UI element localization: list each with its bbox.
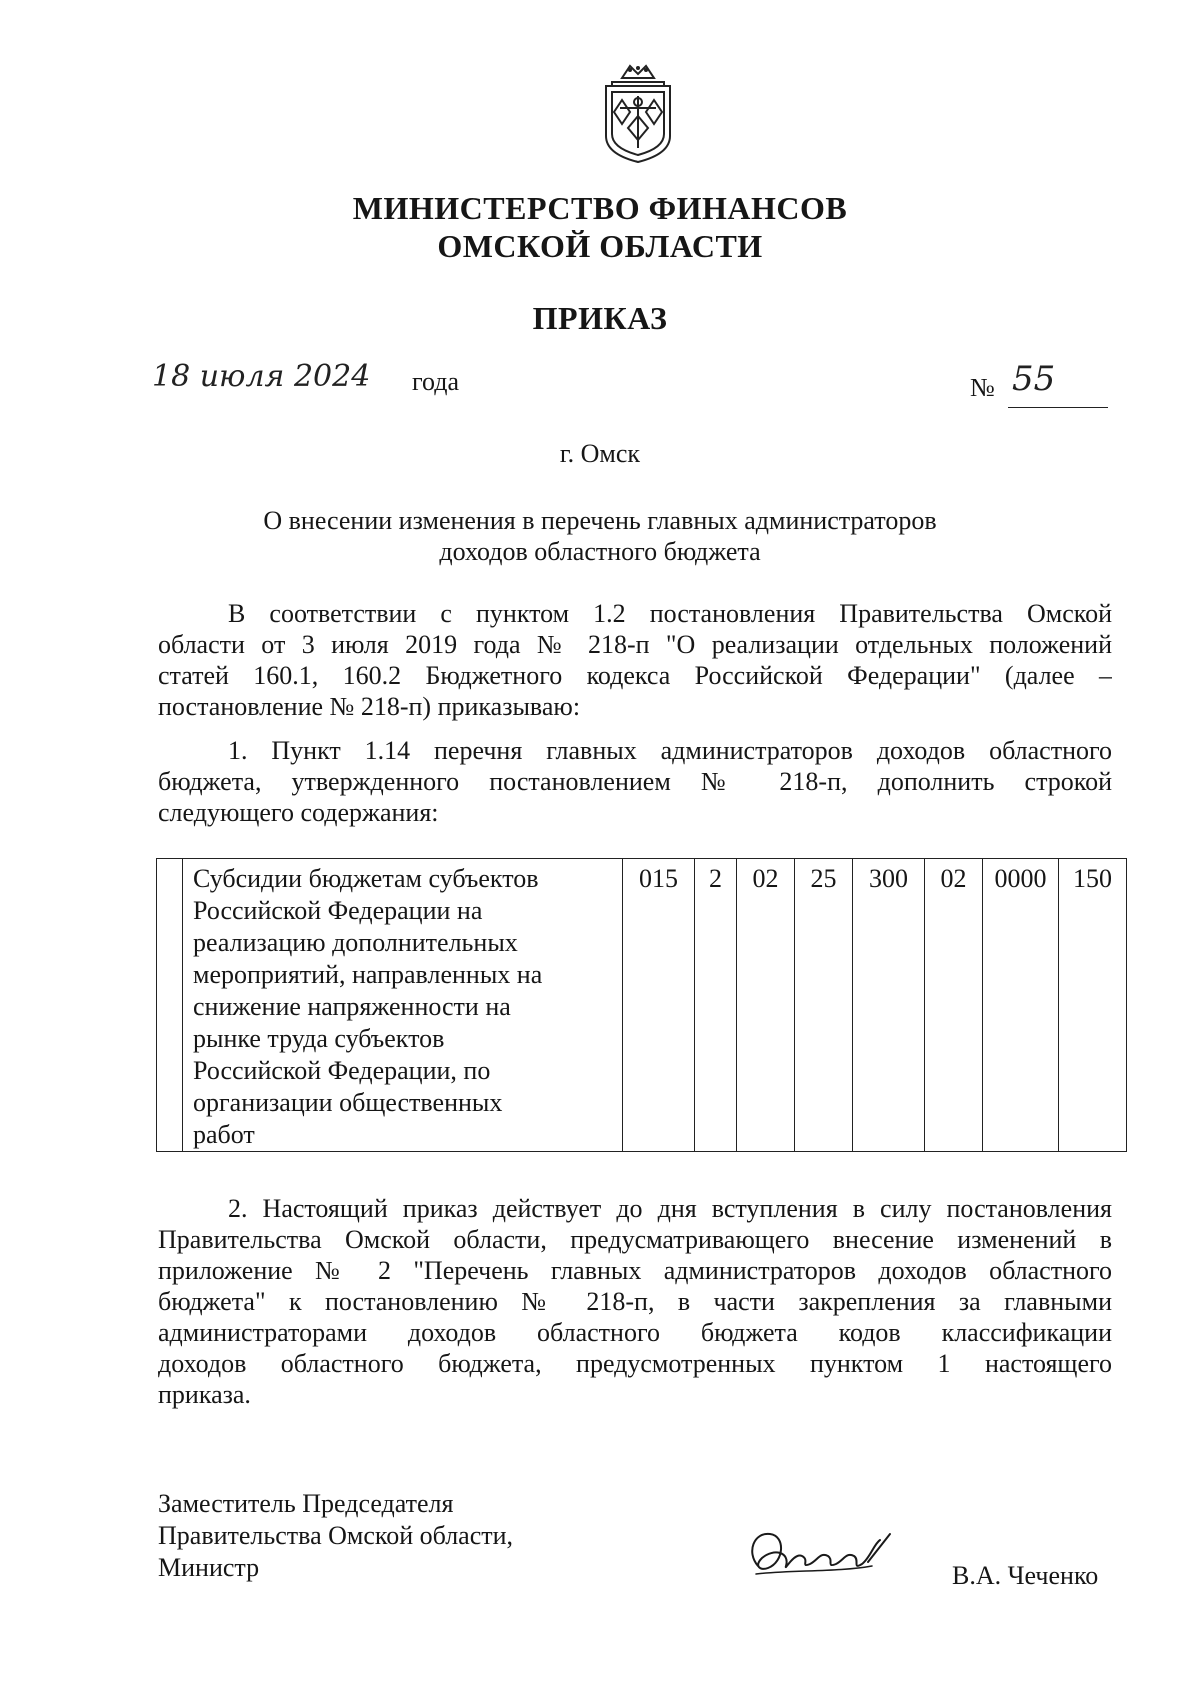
order-number-label: № (970, 373, 995, 402)
table-row (157, 859, 1127, 1152)
table-cell-code: 02 (737, 859, 795, 1152)
signer-title-line3: Министр (158, 1553, 260, 1582)
order-title: ПРИКАЗ (532, 300, 668, 336)
item-1-line: бюджета, утвержденного постановлением № 218-п, дополнить строкой (158, 767, 1112, 796)
table-cell-code: 2 (695, 859, 737, 1152)
amendment-table (156, 858, 1127, 1152)
item-2-paragraph (158, 1193, 1112, 1410)
order-city: г. Омск (559, 439, 641, 468)
order-subject-line1: О внесении изменения в перечень главных администраторов (263, 506, 937, 535)
item-2-line: приложение № 2 "Перечень главных администраторов доходов областного (158, 1256, 1112, 1285)
intro-line: области от 3 июля 2019 года № 218-п "О реализации отдельных положений (158, 630, 1112, 659)
table-cell-code: 300 (853, 859, 925, 1152)
table-cell-empty (157, 859, 183, 1152)
table-cell-code: 0000 (983, 859, 1059, 1152)
ministry-name-line2: ОМСКОЙ ОБЛАСТИ (437, 228, 763, 264)
ministry-name-line1: МИНИСТЕРСТВО ФИНАНСОВ (352, 190, 848, 226)
item-2-line: доходов областного бюджета, предусмотренных пунктом 1 настоящего (158, 1349, 1112, 1378)
signer-name: В.А. Чеченко (952, 1561, 1099, 1590)
item-2-line: приказа. (158, 1380, 251, 1409)
table-cell-code: 150 (1059, 859, 1127, 1152)
order-date-handwritten: 18 июля 2024 (152, 359, 371, 394)
order-date-suffix: года (412, 367, 460, 396)
item-2-line: 2. Настоящий приказ действует до дня вступления в силу постановления (228, 1194, 1112, 1223)
table-cell-code: 015 (623, 859, 695, 1152)
intro-line: В соответствии с пунктом 1.2 постановления Правительства Омской (228, 599, 1112, 628)
table-cell-code: 25 (795, 859, 853, 1152)
table-cell-income-name: Субсидии бюджетам субъектов Российской Федерации на реализацию дополнительных мероприятий, направленных на снижение напряженности на рынке труда субъектов Российской Федерации, по организации общественных работ (183, 859, 623, 1152)
signer-title-line2: Правительства Омской области, (158, 1521, 514, 1550)
item-1-paragraph (158, 735, 1112, 828)
order-number-handwritten: 55 (1012, 359, 1056, 399)
omsk-coat-of-arms-icon (592, 56, 684, 166)
intro-line: постановление № 218-п) приказываю: (158, 692, 581, 721)
item-2-line: администраторами доходов областного бюджета кодов классификации (158, 1318, 1112, 1347)
signer-title-line1: Заместитель Председателя (158, 1489, 454, 1518)
order-subject-line2: доходов областного бюджета (439, 537, 761, 566)
item-1-line: 1. Пункт 1.14 перечня главных администраторов доходов областного (228, 736, 1112, 765)
intro-paragraph (158, 598, 1112, 722)
intro-line: статей 160.1, 160.2 Бюджетного кодекса Российской Федерации" (далее – (158, 661, 1112, 690)
handwritten-signature-icon (740, 1522, 900, 1582)
table-cell-code: 02 (925, 859, 983, 1152)
order-number-underline (1008, 407, 1108, 408)
item-1-line: следующего содержания: (158, 798, 439, 827)
item-2-line: бюджета" к постановлению № 218-п, в части закрепления за главными (158, 1287, 1112, 1316)
item-2-line: Правительства Омской области, предусматривающего внесение изменений в (158, 1225, 1112, 1254)
